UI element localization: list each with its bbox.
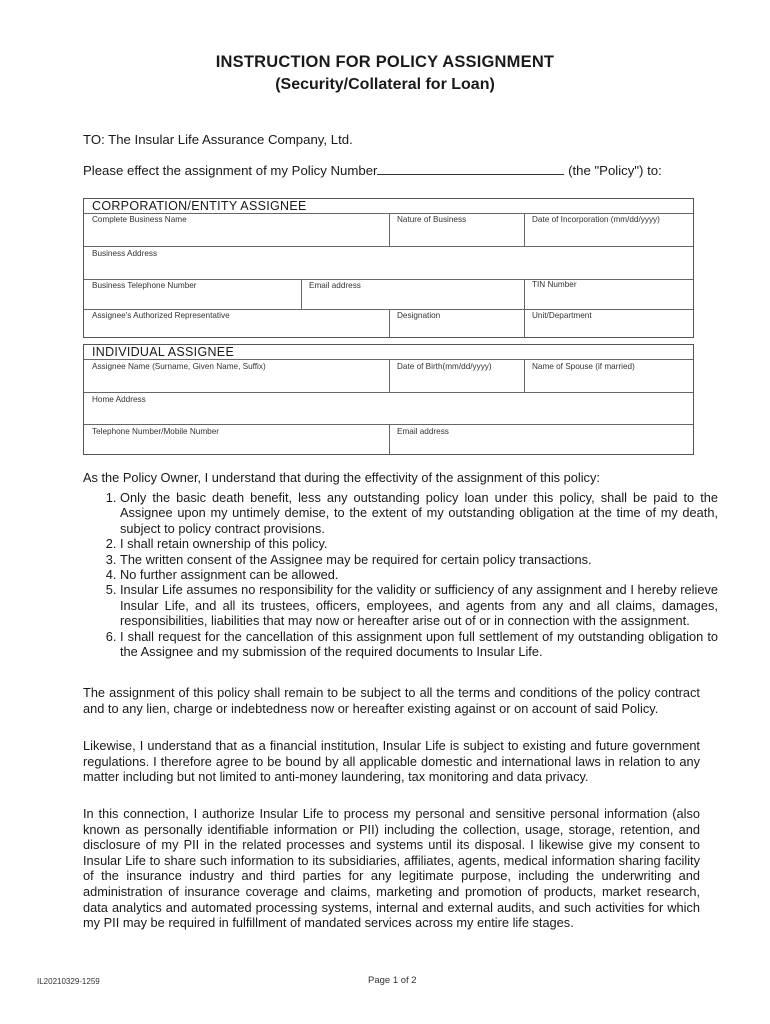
business-name-field[interactable]: Complete Business Name	[92, 215, 187, 224]
home-address-field[interactable]: Home Address	[92, 395, 146, 404]
business-address-field[interactable]: Business Address	[92, 249, 158, 258]
list-item: 1. Only the basic death benefit, less any outstanding policy loan under this policy, shall be paid to the Assignee upon my untimely demise, to the extent of my outstanding obligation at the time of my death, subject to policy contract provisions.	[120, 490, 718, 536]
corporate-assignee-section	[83, 198, 694, 338]
divider	[84, 392, 693, 393]
assignment-terms-list	[102, 490, 718, 659]
divider	[524, 309, 525, 338]
designation-field[interactable]: Designation	[397, 311, 441, 320]
phone-field[interactable]: Telephone Number/Mobile Number	[92, 427, 219, 436]
divider	[524, 213, 525, 246]
document-title: INSTRUCTION FOR POLICY ASSIGNMENT	[215, 53, 555, 71]
divider	[301, 279, 302, 309]
spouse-name-field[interactable]: Name of Spouse (if married)	[532, 362, 635, 371]
policy-number-field[interactable]	[377, 162, 564, 175]
business-phone-field[interactable]: Business Telephone Number	[92, 281, 197, 290]
unit-department-field[interactable]: Unit/Department	[532, 311, 592, 320]
divider	[389, 359, 390, 392]
nature-of-business-field[interactable]: Nature of Business	[397, 215, 467, 224]
business-email-field[interactable]: Email address	[309, 281, 361, 290]
policy-number-prefix: Please effect the assignment of my Policy Number	[83, 163, 378, 178]
birth-date-field[interactable]: Date of Birth(mm/dd/yyyy)	[397, 362, 492, 371]
divider	[84, 279, 693, 280]
incorporation-date-field[interactable]: Date of Incorporation (mm/dd/yyyy)	[532, 215, 660, 224]
list-item: 3. The written consent of the Assignee may be required for certain policy transactions.	[120, 552, 718, 567]
individual-assignee-section	[83, 344, 694, 455]
list-item: 6. I shall request for the cancellation of this assignment upon full settlement of my outstanding obligation to the Assignee and my submission of the required documents to Insular Life.	[120, 629, 718, 660]
divider	[524, 279, 525, 309]
page-number: Page 1 of 2	[368, 975, 417, 986]
document-subtitle: (Security/Collateral for Loan)	[275, 76, 495, 93]
tin-field[interactable]: TIN Number	[532, 280, 577, 289]
divider	[389, 309, 390, 338]
list-item: 2. I shall retain ownership of this policy.	[120, 536, 718, 551]
divider	[389, 424, 390, 455]
privacy-consent-paragraph: In this connection, I authorize Insular Life to process my personal and sensitive personal information (also known as personally identifiable information or PII) including the collection, usage, storage, retention, and disclosure of my PII in the related processes and systems until its disposal. I likewise give my consent to Insular Life to share such information to its subsidiaries, affiliates, agents, medical information sharing facility of the insurance industry and third parties for any legitimate purpose, including the underwriting and administration of insurance coverage and claims, marketing and promotion of products, market research, data analytics and automated processing systems, internal and external audits, and such activities for which my PII may be required in fulfillment of mandated services across my entire life stages.	[83, 806, 700, 931]
representative-field[interactable]: Assignee's Authorized Representative	[92, 311, 230, 320]
form-code: IL20210329-1259	[37, 977, 100, 986]
policy-number-line	[83, 162, 662, 178]
assignee-name-field[interactable]: Assignee Name (Surname, Given Name, Suffix)	[92, 362, 266, 371]
policy-number-suffix: (the "Policy") to:	[564, 163, 662, 178]
list-item: 5. Insular Life assumes no responsibility for the validity or sufficiency of any assignment and I hereby relieve Insular Life, and all its trustees, officers, employees, and agents from any and all claims, damages, responsibilities, liabilities that may now or hereafter arise out of or in connection with the assignment.	[120, 582, 718, 628]
regulations-paragraph: Likewise, I understand that as a financial institution, Insular Life is subject to existing and future government regulations. I therefore agree to be bound by all applicable domestic and international laws in relation to any matter including but not limited to anti-money laundering, tax monitoring and data privacy.	[83, 738, 700, 785]
addressee-line: TO: The Insular Life Assurance Company, Ltd.	[83, 132, 353, 147]
terms-paragraph: The assignment of this policy shall remain to be subject to all the terms and conditions of the policy contract and to any lien, charge or indebtedness now or hereafter existing against or on account of said Policy.	[83, 685, 700, 716]
email-field[interactable]: Email address	[397, 427, 449, 436]
divider	[524, 359, 525, 392]
divider	[389, 213, 390, 246]
list-item: 4. No further assignment can be allowed.	[120, 567, 718, 582]
owner-intro: As the Policy Owner, I understand that during the effectivity of the assignment of this policy:	[83, 470, 600, 485]
individual-section-heading: INDIVIDUAL ASSIGNEE	[92, 345, 235, 359]
corporate-section-heading: CORPORATION/ENTITY ASSIGNEE	[92, 199, 307, 213]
divider	[84, 246, 693, 247]
